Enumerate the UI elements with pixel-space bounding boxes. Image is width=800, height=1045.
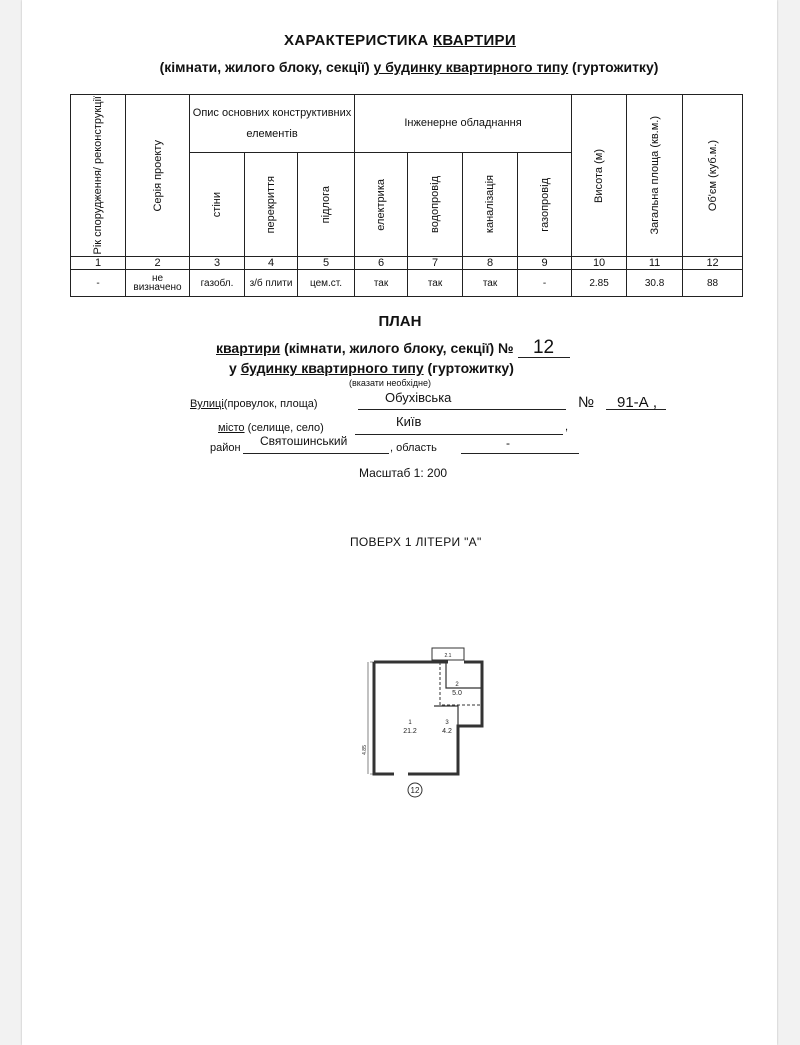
header-area: Загальна площа (кв.м.) xyxy=(627,95,683,257)
plan-heading: ПЛАН xyxy=(378,313,422,330)
value-sewer: так xyxy=(463,270,518,297)
city-value: Київ xyxy=(396,414,422,429)
value-flooring: цем.ст. xyxy=(298,270,355,297)
header-walls: стіни xyxy=(190,153,245,257)
value-walls: газобл. xyxy=(190,270,245,297)
value-height: 2.85 xyxy=(572,270,627,297)
value-water: так xyxy=(408,270,463,297)
document-subtitle: (кімнати, жилого блоку, секції) у будинку квартирного типу (гуртожитку) xyxy=(159,59,659,75)
room1-area: 21.2 xyxy=(403,728,417,735)
value-gas: - xyxy=(518,270,572,297)
room2-number: 2 xyxy=(455,682,459,688)
apartment-number: 12 xyxy=(518,339,570,358)
district-label: район xyxy=(210,442,241,454)
col-num: 6 xyxy=(355,257,408,270)
value-series: не визначено xyxy=(126,270,190,297)
value-year: - xyxy=(71,270,126,297)
col-num: 5 xyxy=(298,257,355,270)
number-label: № xyxy=(578,394,595,411)
characteristics-table xyxy=(70,94,743,297)
values-row xyxy=(71,270,743,297)
street-value: Обухівська xyxy=(385,390,452,405)
col-num: 8 xyxy=(463,257,518,270)
value-slabs: з/б плити xyxy=(245,270,298,297)
col-num: 4 xyxy=(245,257,298,270)
header-volume: Об'єм (куб.м.) xyxy=(683,95,743,257)
header-slabs: перекриття xyxy=(245,153,298,257)
header-electric: електрика xyxy=(355,153,408,257)
city-comma: , xyxy=(565,421,569,433)
plan-hint: (вказати необхідне) xyxy=(349,378,431,388)
floor-label: ПОВЕРХ 1 ЛІТЕРИ "А" xyxy=(350,535,482,549)
region-label: , область xyxy=(390,442,437,454)
col-num: 1 xyxy=(71,257,126,270)
plan-scale: Масштаб 1: 200 xyxy=(359,466,448,480)
room3-number: 3 xyxy=(445,720,449,726)
district-value: Святошинський xyxy=(260,434,348,448)
room3-area: 4.2 xyxy=(442,728,452,735)
floorplan-marker: 12 xyxy=(410,786,420,795)
col-num: 11 xyxy=(627,257,683,270)
floor-plan-drawing xyxy=(360,640,500,800)
col-num: 3 xyxy=(190,257,245,270)
header-height: Висота (м) xyxy=(572,95,627,257)
city-line xyxy=(355,434,563,435)
header-water: водопровід xyxy=(408,153,463,257)
value-volume: 88 xyxy=(683,270,743,297)
floorplan-top-dim: 2.1 xyxy=(444,653,452,659)
floorplan-outer-walls xyxy=(374,662,482,774)
header-engineering-group: Інженерне обладнання xyxy=(355,95,572,153)
col-num: 10 xyxy=(572,257,627,270)
col-num: 2 xyxy=(126,257,190,270)
document-title: ХАРАКТЕРИСТИКА КВАРТИРИ xyxy=(284,32,516,49)
col-num: 12 xyxy=(683,257,743,270)
room1-number: 1 xyxy=(408,720,412,726)
col-num: 9 xyxy=(518,257,572,270)
header-structure-group: Опис основних конструктивних елементів xyxy=(190,95,355,153)
floorplan-inner-walls xyxy=(434,662,482,774)
column-number-row xyxy=(71,257,743,270)
street-label: Вулиці(провулок, площа) xyxy=(190,398,318,410)
plan-building-line: у будинку квартирного типу (гуртожитку) xyxy=(229,360,514,376)
header-sewer: каналізація xyxy=(463,153,518,257)
region-value: - xyxy=(506,436,510,450)
header-year: Рік спорудження/ реконструкції xyxy=(71,95,126,257)
value-area: 30.8 xyxy=(627,270,683,297)
floorplan-side-dim: 4.85 xyxy=(362,745,368,755)
plan-subject-line: квартири (кімнати, жилого блоку, секції) № 12 xyxy=(216,339,570,358)
header-series: Серія проекту xyxy=(126,95,190,257)
header-flooring: підлога xyxy=(298,153,355,257)
street-line xyxy=(358,409,566,410)
city-label: місто (селище, село) xyxy=(218,422,324,434)
region-line xyxy=(461,453,579,454)
col-num: 7 xyxy=(408,257,463,270)
room2-area: 5.0 xyxy=(452,690,462,697)
district-line xyxy=(243,453,389,454)
house-number: 91-А , xyxy=(617,394,658,411)
header-gas: газопровід xyxy=(518,153,572,257)
value-electric: так xyxy=(355,270,408,297)
